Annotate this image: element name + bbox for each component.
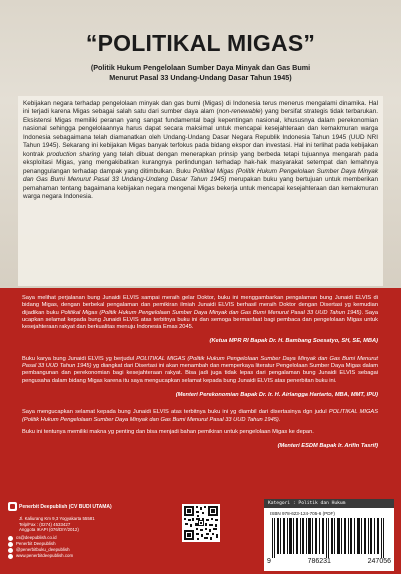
publisher-social-1: Penerbit Deepublish: [16, 541, 56, 547]
publisher-website: www.penerbitdeepublish.com: [16, 553, 74, 559]
endorsement-3-text: Saya mengucapkan selamat kepada bung Junaidi ELVIS atas terbitnya buku ini yg diambil dari disertasinya dgn judul POLITIKAL MIGAS (Politik Hukum Pengelolaan Sumber Daya Minyak dan Gas Bumi Menurut Pasal 33 UUD Tahun 1945).: [22, 409, 378, 423]
email-icon: [8, 536, 13, 541]
publisher-info: [8, 498, 178, 559]
facebook-icon: [8, 542, 13, 547]
publisher-social-2: @penerbitbuku_deepublish: [16, 547, 70, 553]
book-subtitle: (Politik Hukum Pengelolaan Sumber Daya Minyak dan Gas Bumi Menurut Pasal 33 Undang-Undang Dasar Tahun 1945): [90, 63, 311, 82]
globe-icon: [8, 554, 13, 559]
publisher-name: Penerbit Deepublish (CV BUDI UTAMA): [19, 503, 112, 510]
synopsis-box: [18, 96, 383, 286]
endorsement-2-signature: (Menteri Perekonomian Bapak Dr. Ir. H. Airlangga Hartarto, MBA, MMT, IPU): [175, 391, 378, 398]
isbn-number: ISBN 978-623-124-705-6 (PDF): [270, 511, 335, 516]
endorsement-3-text-2: Buku ini tentunya memiliki makna yg penting dan bisa menjadi bahan pemikiran untuk pengelolaan Migas ke depan.: [22, 428, 314, 435]
publisher-ikapi: Anggota IKAPI (076/DIY/2012): [19, 527, 79, 533]
endorsement-2-text: Buku karya bung Junaidi ELVIS yg berjudul POLITIKAL MIGAS (Politik Hukum Pengelolaan Sumber Daya Minyak dan Gas Bumi Menurut Pasal 33 UUD Tahun 1945) yg diangkat dari Disertasi ini akan menambah dan memperkaya literatur Pengelolaan Sumber Daya Migas dalam pembangunan dan perekonomian bagi kesejahteraan rakyat. Bisa jadi juga tidak lepas dari pengalaman bung Junaidi ELVIS sebagai pengusaha dalam bidang Migas karena itu saya mengucapkan selamat kepada bung Junaidi ELVIS atas penerbitan buku ini.: [22, 355, 378, 384]
publisher-logo-icon: [8, 502, 17, 511]
qr-code-icon: [182, 504, 220, 542]
endorsement-3-signature: (Menteri ESDM Bapak Ir. Arifin Tasrif): [277, 443, 378, 450]
publisher-email: cs@deepublish.co.id: [16, 535, 57, 541]
synopsis-paragraph: Kebijakan negara terhadap pengelolaan minyak dan gas bumi (Migas) di Indonesia terus menerus mengalami dinamika. Hal ini terjadi karena Migas sebagai salah satu dari sumber daya alam (non-renewable) yang bersifat strategis tidak terbarukan. Eksistensi Migas memiliki peranan yang sangat fundamental bagi kepentingan nasional, khususnya dalam perekonomian nasional sehingga pengelolaannya harus dapat secara maksimal untuk mencapai kesejahteraan dan kemakmuran warga Indonesia sebagaimana telah diamanatkan oleh Undang-Undang Dasar Negara Republik Indonesia Tahun 1945 (UUD NRI Tahun 1945). Sekarang ini kebijakan Migas banyak terfokus pada bidang ekspor dan investasi. Hal ini terlihat pada kebijakan kontrak production sharing yang telah dibuat dengan menerapkan prinsip yang berbeda tetapi tujuannya mengarah pada eksploitasi Migas, yang mengakibatkan kurangnya perlindungan terhadap hak-hak masyarakat setempat dan lemahnya penanggulangan terhadap dampak yang ditimbulkan. Buku Politikal Migas (Politik Hukum Pengelolaan Sumber Daya Minyak dan Gas Bumi Menurut Pasal 33 Undang-Undang Dasar Tahun 1945) merupakan buku yang bertujuan untuk memberikan pemahaman tentang bagaimana kebijakan negara mengenai Migas bekerja untuk mencapai kesejahteraan dan kemakmuran warga negara Indonesia.: [23, 100, 379, 200]
endorsement-1-text: Saya melihat perjalanan bung Junaidi ELVIS sampai meraih gelar Doktor, buku ini menggambarkan pengalaman bung Junaidi ELVIS di bidang Migas, dengan berbekal pengalaman dan pemikiran ilmiah Junaidi ELVIS berhasil meraih Doktor dengan Disertasi yg kemudian dijadikan buku Politikal Migas (Politik Hukum Pengelolaan Sumber Daya Minyak dan Gas Bumi Menurut Pasal 33 UUD Tahun 1945). Saya ucapkan selamat kepada bung Junaidi ELVIS atas terbitnya buku ini dan semoga bermanfaat bagi pembaca dan pengelolaan Migas untuk kesejahteraan rakyat dan berkualitas menuju Indonesia Emas 2045.: [22, 295, 379, 331]
book-title: “POLITIKAL MIGAS”: [85, 30, 316, 56]
publisher-address: Jl. Kaliurang Km 9,3 Yogyakarta 55581: [19, 516, 95, 521]
barcode-icon: [270, 518, 388, 558]
barcode-digits: 9 786231 247056: [267, 558, 391, 565]
endorsement-1-signature: (Ketua MPR RI Bapak Dr. H. Bambang Soesatyo, SH, SE, MBA): [209, 338, 378, 345]
category-label: Kategori : Politik dan Hukum: [264, 499, 394, 508]
publisher-phone: Telp/Fax : (0274) 4533427: [19, 521, 71, 527]
isbn-barcode-box: [264, 499, 394, 571]
instagram-icon: [8, 548, 13, 553]
